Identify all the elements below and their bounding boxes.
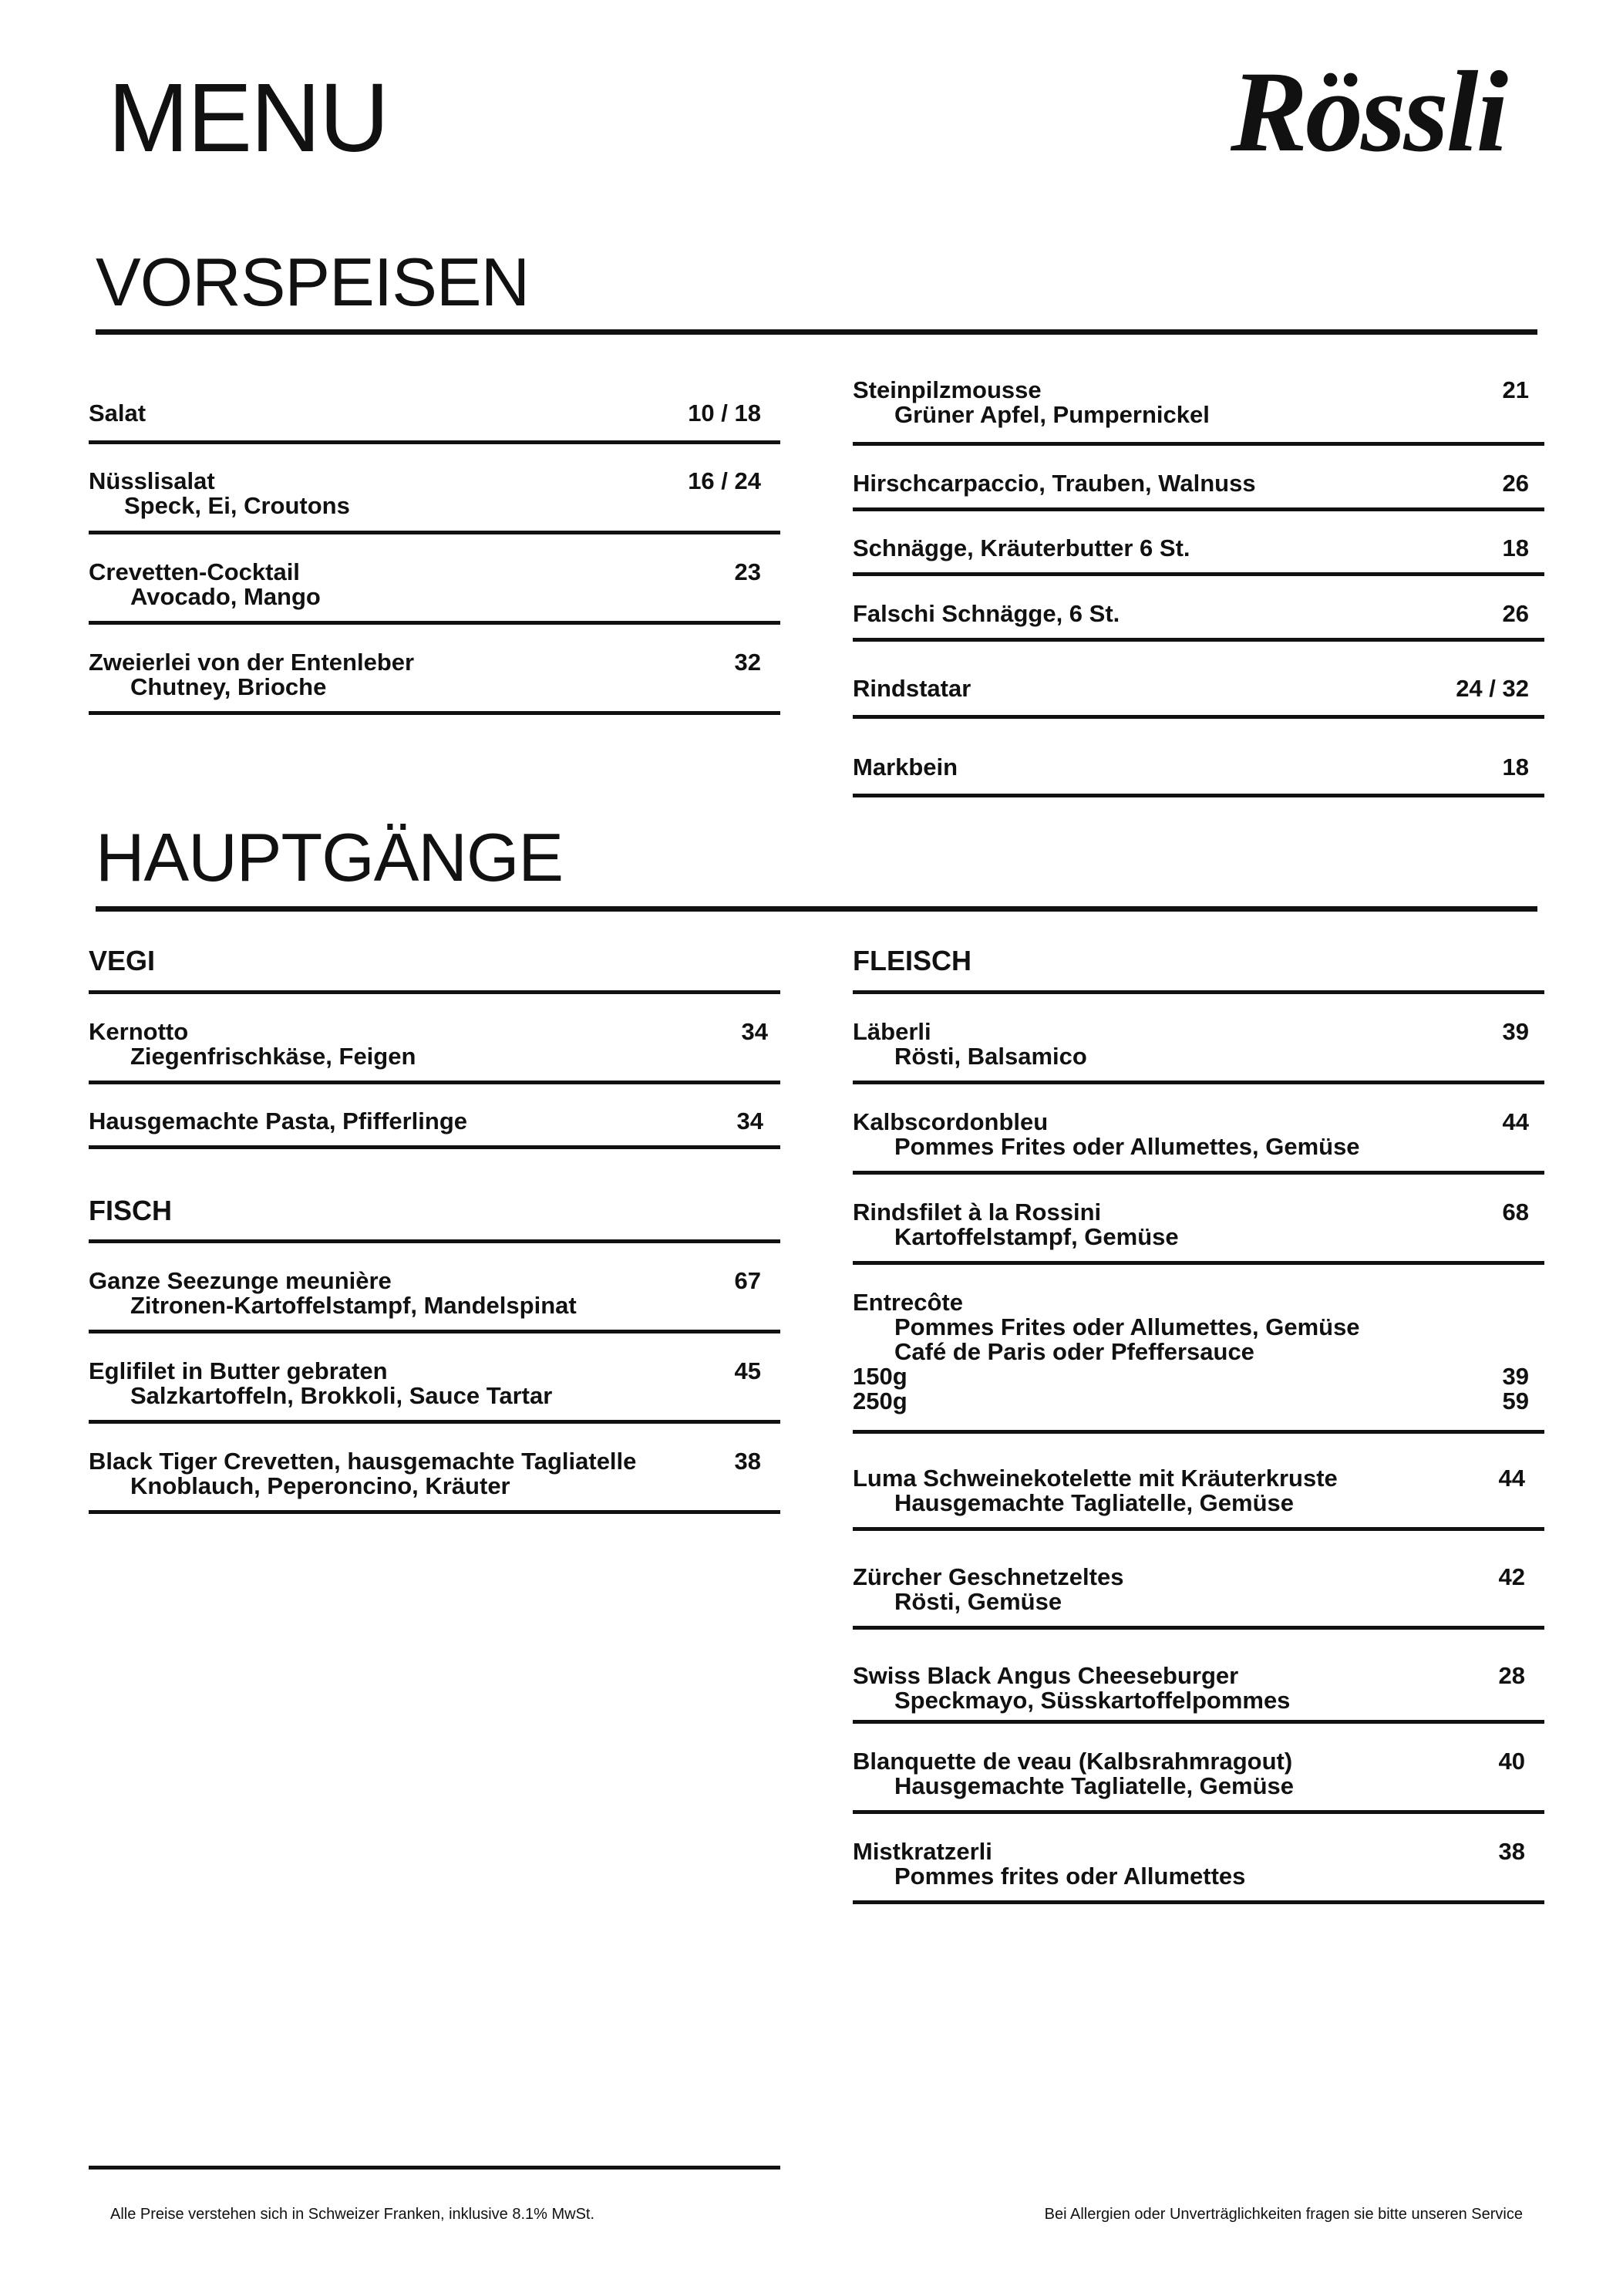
- item-description: Pommes frites oder Allumettes: [894, 1863, 1246, 1890]
- item-description: Knoblauch, Peperoncino, Kräuter: [130, 1472, 510, 1499]
- item-name: Kernotto: [89, 1018, 189, 1045]
- item-name: Läberli: [853, 1018, 931, 1045]
- item-description: Speckmayo, Süsskartoffelpommes: [894, 1687, 1291, 1714]
- item-description: Salzkartoffeln, Brokkoli, Sauce Tartar: [130, 1382, 553, 1409]
- item-price: 38: [734, 1448, 761, 1475]
- vorspeisen-right-column: [853, 378, 1544, 797]
- item-price: 23: [734, 558, 761, 585]
- item-price: 68: [1502, 1199, 1529, 1226]
- item-description: Zitronen-Kartoffelstampf, Mandelspinat: [130, 1292, 577, 1319]
- item-description: Rösti, Balsamico: [894, 1043, 1087, 1070]
- item-description: Speck, Ei, Croutons: [124, 492, 350, 519]
- menu-item: [853, 1175, 1544, 1265]
- item-price: 44: [1502, 1108, 1529, 1135]
- item-price: 44: [1498, 1465, 1525, 1492]
- item-price: 34: [741, 1018, 768, 1045]
- item-price: 10 / 18: [688, 400, 761, 426]
- item-size: 250g: [853, 1387, 907, 1414]
- item-name: Swiss Black Angus Cheeseburger: [853, 1662, 1239, 1689]
- item-price: 40: [1498, 1748, 1525, 1775]
- section-title-vorspeisen: VORSPEISEN: [96, 244, 530, 320]
- item-description: Grüner Apfel, Pumpernickel: [894, 401, 1210, 428]
- item-name: Falschi Schnägge, 6 St.: [853, 600, 1120, 627]
- menu-item: [89, 1333, 780, 1424]
- item-price: 18: [1502, 534, 1529, 561]
- footer-price-note: Alle Preise verstehen sich in Schweizer Franken, inklusive 8.1% MwSt.: [110, 2206, 595, 2223]
- item-description: Café de Paris oder Pfeffersauce: [894, 1338, 1254, 1365]
- item-name: Entrecôte: [853, 1289, 963, 1316]
- menu-item: [89, 401, 780, 444]
- item-price: 26: [1502, 470, 1529, 497]
- menu-item: [853, 1434, 1544, 1531]
- menu-item: [853, 1814, 1544, 1904]
- item-description: Rösti, Gemüse: [894, 1588, 1062, 1615]
- item-name: Rindsfilet à la Rossini: [853, 1199, 1102, 1226]
- menu-item: [89, 534, 780, 625]
- section-title-hauptgaenge: HAUPTGÄNGE: [96, 819, 564, 895]
- item-name: Zürcher Geschnetzeltes: [853, 1563, 1124, 1590]
- item-price: 59: [1502, 1387, 1529, 1414]
- item-name: Steinpilzmousse: [853, 376, 1042, 403]
- item-name: Schnägge, Kräuterbutter 6 St.: [853, 534, 1190, 561]
- category-label-fleisch: FLEISCH: [853, 947, 1544, 994]
- item-description: Chutney, Brioche: [130, 673, 327, 700]
- footer-allergy-note: Bei Allergien oder Unverträglichkeiten fragen sie bitte unseren Service: [1044, 2206, 1523, 2223]
- menu-item: [853, 719, 1544, 797]
- footer-divider: [89, 2166, 780, 2170]
- item-price: 21: [1502, 376, 1529, 403]
- item-price: 18: [1502, 754, 1529, 781]
- item-price: 39: [1502, 1018, 1529, 1045]
- item-price: 45: [734, 1357, 761, 1384]
- item-name: Rindstatar: [853, 675, 971, 702]
- item-price: 28: [1498, 1662, 1525, 1689]
- menu-item: [853, 994, 1544, 1084]
- menu-item: [89, 1243, 780, 1333]
- item-name: Zweierlei von der Entenleber: [89, 649, 415, 676]
- menu-item: [853, 642, 1544, 719]
- item-price: 38: [1498, 1838, 1525, 1865]
- menu-item: [853, 511, 1544, 576]
- menu-item: [853, 446, 1544, 511]
- item-price: 39: [1502, 1363, 1529, 1390]
- menu-item: [89, 1424, 780, 1514]
- menu-item: [89, 1084, 780, 1149]
- item-name: Nüsslisalat: [89, 467, 215, 494]
- item-name: Luma Schweinekotelette mit Kräuterkruste: [853, 1465, 1338, 1492]
- item-name: Mistkratzerli: [853, 1838, 992, 1865]
- category-label-vegi: VEGI: [89, 947, 780, 994]
- menu-item: [853, 576, 1544, 642]
- item-name: Markbein: [853, 754, 958, 781]
- item-price: 32: [734, 649, 761, 676]
- vorspeisen-left-column: [89, 401, 780, 715]
- item-size: 150g: [853, 1363, 907, 1390]
- restaurant-logo: Rössli: [1231, 48, 1507, 176]
- item-description: Avocado, Mango: [130, 583, 321, 610]
- menu-item: [853, 1724, 1544, 1814]
- item-description: Hausgemachte Tagliatelle, Gemüse: [894, 1489, 1295, 1516]
- hauptgaenge-right-column: [853, 947, 1544, 1904]
- menu-item: [853, 1265, 1544, 1434]
- section-divider: [96, 906, 1537, 912]
- item-name: Hausgemachte Pasta, Pfifferlinge: [89, 1108, 467, 1135]
- item-description: Pommes Frites oder Allumettes, Gemüse: [894, 1313, 1360, 1340]
- item-name: Hirschcarpaccio, Trauben, Walnuss: [853, 470, 1256, 497]
- menu-item: [853, 378, 1544, 446]
- item-name: Eglifilet in Butter gebraten: [89, 1357, 388, 1384]
- item-description: Hausgemachte Tagliatelle, Gemüse: [894, 1772, 1295, 1799]
- section-divider: [96, 329, 1537, 335]
- item-price: 24 / 32: [1456, 675, 1529, 702]
- menu-item: [89, 625, 780, 715]
- item-name: Black Tiger Crevetten, hausgemachte Tagliatelle: [89, 1448, 637, 1475]
- item-name: Ganze Seezunge meunière: [89, 1267, 392, 1294]
- menu-item: [853, 1531, 1544, 1630]
- item-description: Kartoffelstampf, Gemüse: [894, 1223, 1179, 1250]
- item-price: 42: [1498, 1563, 1525, 1590]
- item-name: Salat: [89, 400, 146, 426]
- menu-item: [853, 1630, 1544, 1724]
- item-name: Crevetten-Cocktail: [89, 558, 300, 585]
- hauptgaenge-left-column: [89, 947, 780, 1514]
- menu-item: [853, 1084, 1544, 1175]
- item-price: 67: [734, 1267, 761, 1294]
- menu-item: [89, 994, 780, 1084]
- item-description: Ziegenfrischkäse, Feigen: [130, 1043, 416, 1070]
- page-title: MENU: [108, 63, 388, 172]
- item-price: 26: [1502, 600, 1529, 627]
- category-label-fisch: FISCH: [89, 1149, 780, 1243]
- item-name: Kalbscordonbleu: [853, 1108, 1049, 1135]
- item-name: Blanquette de veau (Kalbsrahmragout): [853, 1748, 1293, 1775]
- item-price: 16 / 24: [688, 467, 761, 494]
- item-price: 34: [736, 1108, 763, 1135]
- menu-item: [89, 444, 780, 534]
- item-description: Pommes Frites oder Allumettes, Gemüse: [894, 1133, 1360, 1160]
